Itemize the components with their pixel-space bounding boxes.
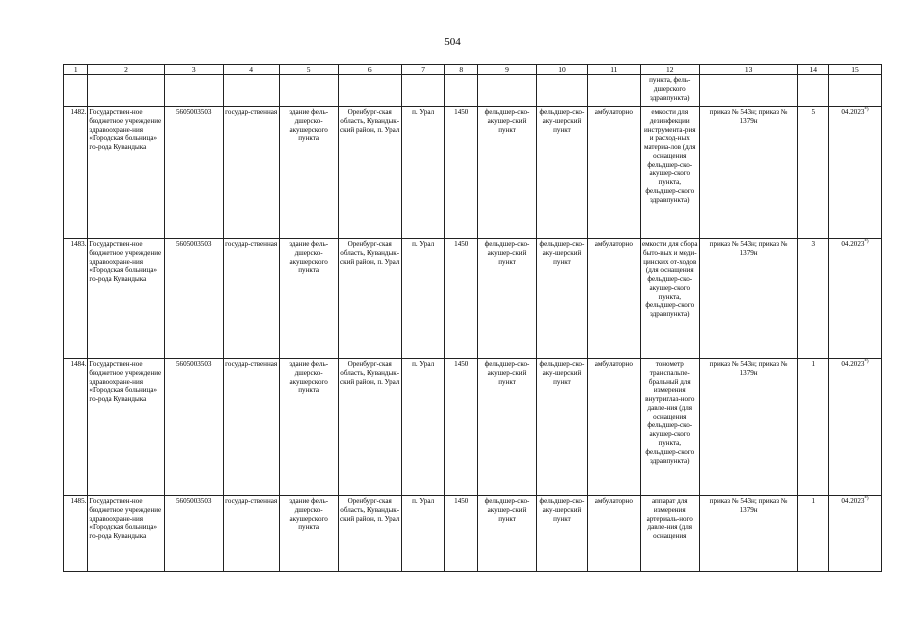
equipment-cell: аппарат для измерения артериаль-ного давле-ния (для оснащения	[640, 496, 699, 572]
row-number: 1484.	[64, 359, 88, 496]
unit-cell: фельдшер-ско-аку-шерский пункт	[537, 359, 588, 496]
address-cell: Оренбург-ская область, Кувандык-ский район, п. Урал	[338, 359, 401, 496]
building-cell: здание фель-дшерско-акушерского пункта	[279, 239, 338, 359]
equipment-cell: тонометр транспальпе-бральный для измерения внутриглаз-ного давле-ния (для оснащения фельдшер-ско-акушер-ского пункта, фельдшер-ского здравпункта)	[640, 359, 699, 496]
column-number: 14	[798, 65, 829, 75]
quantity-cell: 3	[798, 239, 829, 359]
date-value: 04.2023	[841, 360, 865, 368]
column-number-row	[64, 65, 882, 75]
facility-cell: фельдшер-ско-акушер-ский пункт	[478, 239, 537, 359]
ownership-cell: государ-ственная	[223, 359, 279, 496]
building-cell: здание фель-дшерско-акушерского пункта	[279, 496, 338, 572]
table-row	[64, 496, 882, 572]
basis-cell: приказ № 543н; приказ № 1379н	[699, 107, 798, 239]
population-cell: 1450	[445, 359, 478, 496]
care-cell: амбулаторно	[587, 496, 640, 572]
population-cell: 1450	[445, 107, 478, 239]
population-cell: 1450	[445, 239, 478, 359]
building-cell: здание фель-дшерско-акушерского пункта	[279, 359, 338, 496]
column-number: 15	[828, 65, 881, 75]
continuation-row	[64, 75, 882, 107]
building-cell: здание фель-дшерско-акушерского пункта	[279, 107, 338, 239]
ownership-cell: государ-ственная	[223, 496, 279, 572]
facility-cell: фельдшер-ско-акушер-ский пункт	[478, 359, 537, 496]
locality-cell: п. Урал	[401, 107, 445, 239]
address-cell: Оренбург-ская область, Кувандык-ский район, п. Урал	[338, 496, 401, 572]
column-number: 2	[88, 65, 164, 75]
row-number: 1483.	[64, 239, 88, 359]
ownership-cell: государ-ственная	[223, 107, 279, 239]
column-number: 12	[640, 65, 699, 75]
table-row	[64, 359, 882, 496]
institution-cell: Государствен-ное бюджетное учреждение здравоохране-ния «Городская больница» го-рода Кувандыка	[88, 239, 164, 359]
column-number: 4	[223, 65, 279, 75]
column-number: 10	[537, 65, 588, 75]
date-cell	[828, 107, 881, 239]
column-number: 9	[478, 65, 537, 75]
page-number: 504	[444, 36, 461, 48]
institution-cell: Государствен-ное бюджетное учреждение здравоохране-ния «Городская больница» го-рода Кувандыка	[88, 496, 164, 572]
footnote-mark: *)	[864, 359, 869, 365]
population-cell: 1450	[445, 496, 478, 572]
quantity-cell: 5	[798, 107, 829, 239]
date-cell	[828, 359, 881, 496]
date-value: 04.2023	[841, 497, 865, 505]
locality-cell: п. Урал	[401, 239, 445, 359]
institution-cell: Государствен-ное бюджетное учреждение здравоохране-ния «Городская больница» го-рода Кувандыка	[88, 107, 164, 239]
care-cell: амбулаторно	[587, 239, 640, 359]
equipment-cell: емкости для сбора быто-вых и меди-цинских от-ходов (для оснащения фельдшер-ско-акушер-ского пункта, фельдшер-ского здравпункта)	[640, 239, 699, 359]
column-number: 8	[445, 65, 478, 75]
register-table	[63, 64, 882, 572]
footnote-mark: *)	[864, 496, 869, 502]
care-cell: амбулаторно	[587, 359, 640, 496]
locality-cell: п. Урал	[401, 496, 445, 572]
unit-cell: фельдшер-ско-аку-шерский пункт	[537, 239, 588, 359]
row-number: 1485.	[64, 496, 88, 572]
column-number: 1	[64, 65, 88, 75]
column-number: 3	[164, 65, 223, 75]
date-value: 04.2023	[841, 108, 865, 116]
locality-cell: п. Урал	[401, 359, 445, 496]
basis-cell: приказ № 543н; приказ № 1379н	[699, 496, 798, 572]
unit-cell: фельдшер-ско-аку-шерский пункт	[537, 107, 588, 239]
date-value: 04.2023	[841, 240, 865, 248]
inn-cell: 5605003503	[164, 239, 223, 359]
table-row	[64, 107, 882, 239]
footnote-mark: *)	[864, 107, 869, 113]
inn-cell: 5605003503	[164, 107, 223, 239]
column-number: 13	[699, 65, 798, 75]
column-number: 6	[338, 65, 401, 75]
unit-cell: фельдшер-ско-аку-шерский пункт	[537, 496, 588, 572]
table-row	[64, 239, 882, 359]
institution-cell: Государствен-ное бюджетное учреждение здравоохране-ния «Городская больница» го-рода Кувандыка	[88, 359, 164, 496]
inn-cell: 5605003503	[164, 359, 223, 496]
basis-cell: приказ № 543н; приказ № 1379н	[699, 359, 798, 496]
ownership-cell: государ-ственная	[223, 239, 279, 359]
facility-cell: фельдшер-ско-акушер-ский пункт	[478, 107, 537, 239]
column-number: 11	[587, 65, 640, 75]
date-cell	[828, 496, 881, 572]
inn-cell: 5605003503	[164, 496, 223, 572]
basis-cell: приказ № 543н; приказ № 1379н	[699, 239, 798, 359]
address-cell: Оренбург-ская область, Кувандык-ский район, п. Урал	[338, 239, 401, 359]
quantity-cell: 1	[798, 496, 829, 572]
column-number: 7	[401, 65, 445, 75]
equipment-cell: пункта, фель-дшерского здравпункта)	[640, 75, 699, 107]
date-cell	[828, 239, 881, 359]
facility-cell: фельдшер-ско-акушер-ский пункт	[478, 496, 537, 572]
column-number: 5	[279, 65, 338, 75]
equipment-cell: емкости для дезинфекции инструмента-рия и расход-ных материа-лов (для оснащения фельдшер-ско-акушер-ского пункта, фельдшер-ского здравпункта)	[640, 107, 699, 239]
quantity-cell: 1	[798, 359, 829, 496]
address-cell: Оренбург-ская область, Кувандык-ский район, п. Урал	[338, 107, 401, 239]
row-number: 1482.	[64, 107, 88, 239]
footnote-mark: *)	[864, 239, 869, 245]
care-cell: амбулаторно	[587, 107, 640, 239]
